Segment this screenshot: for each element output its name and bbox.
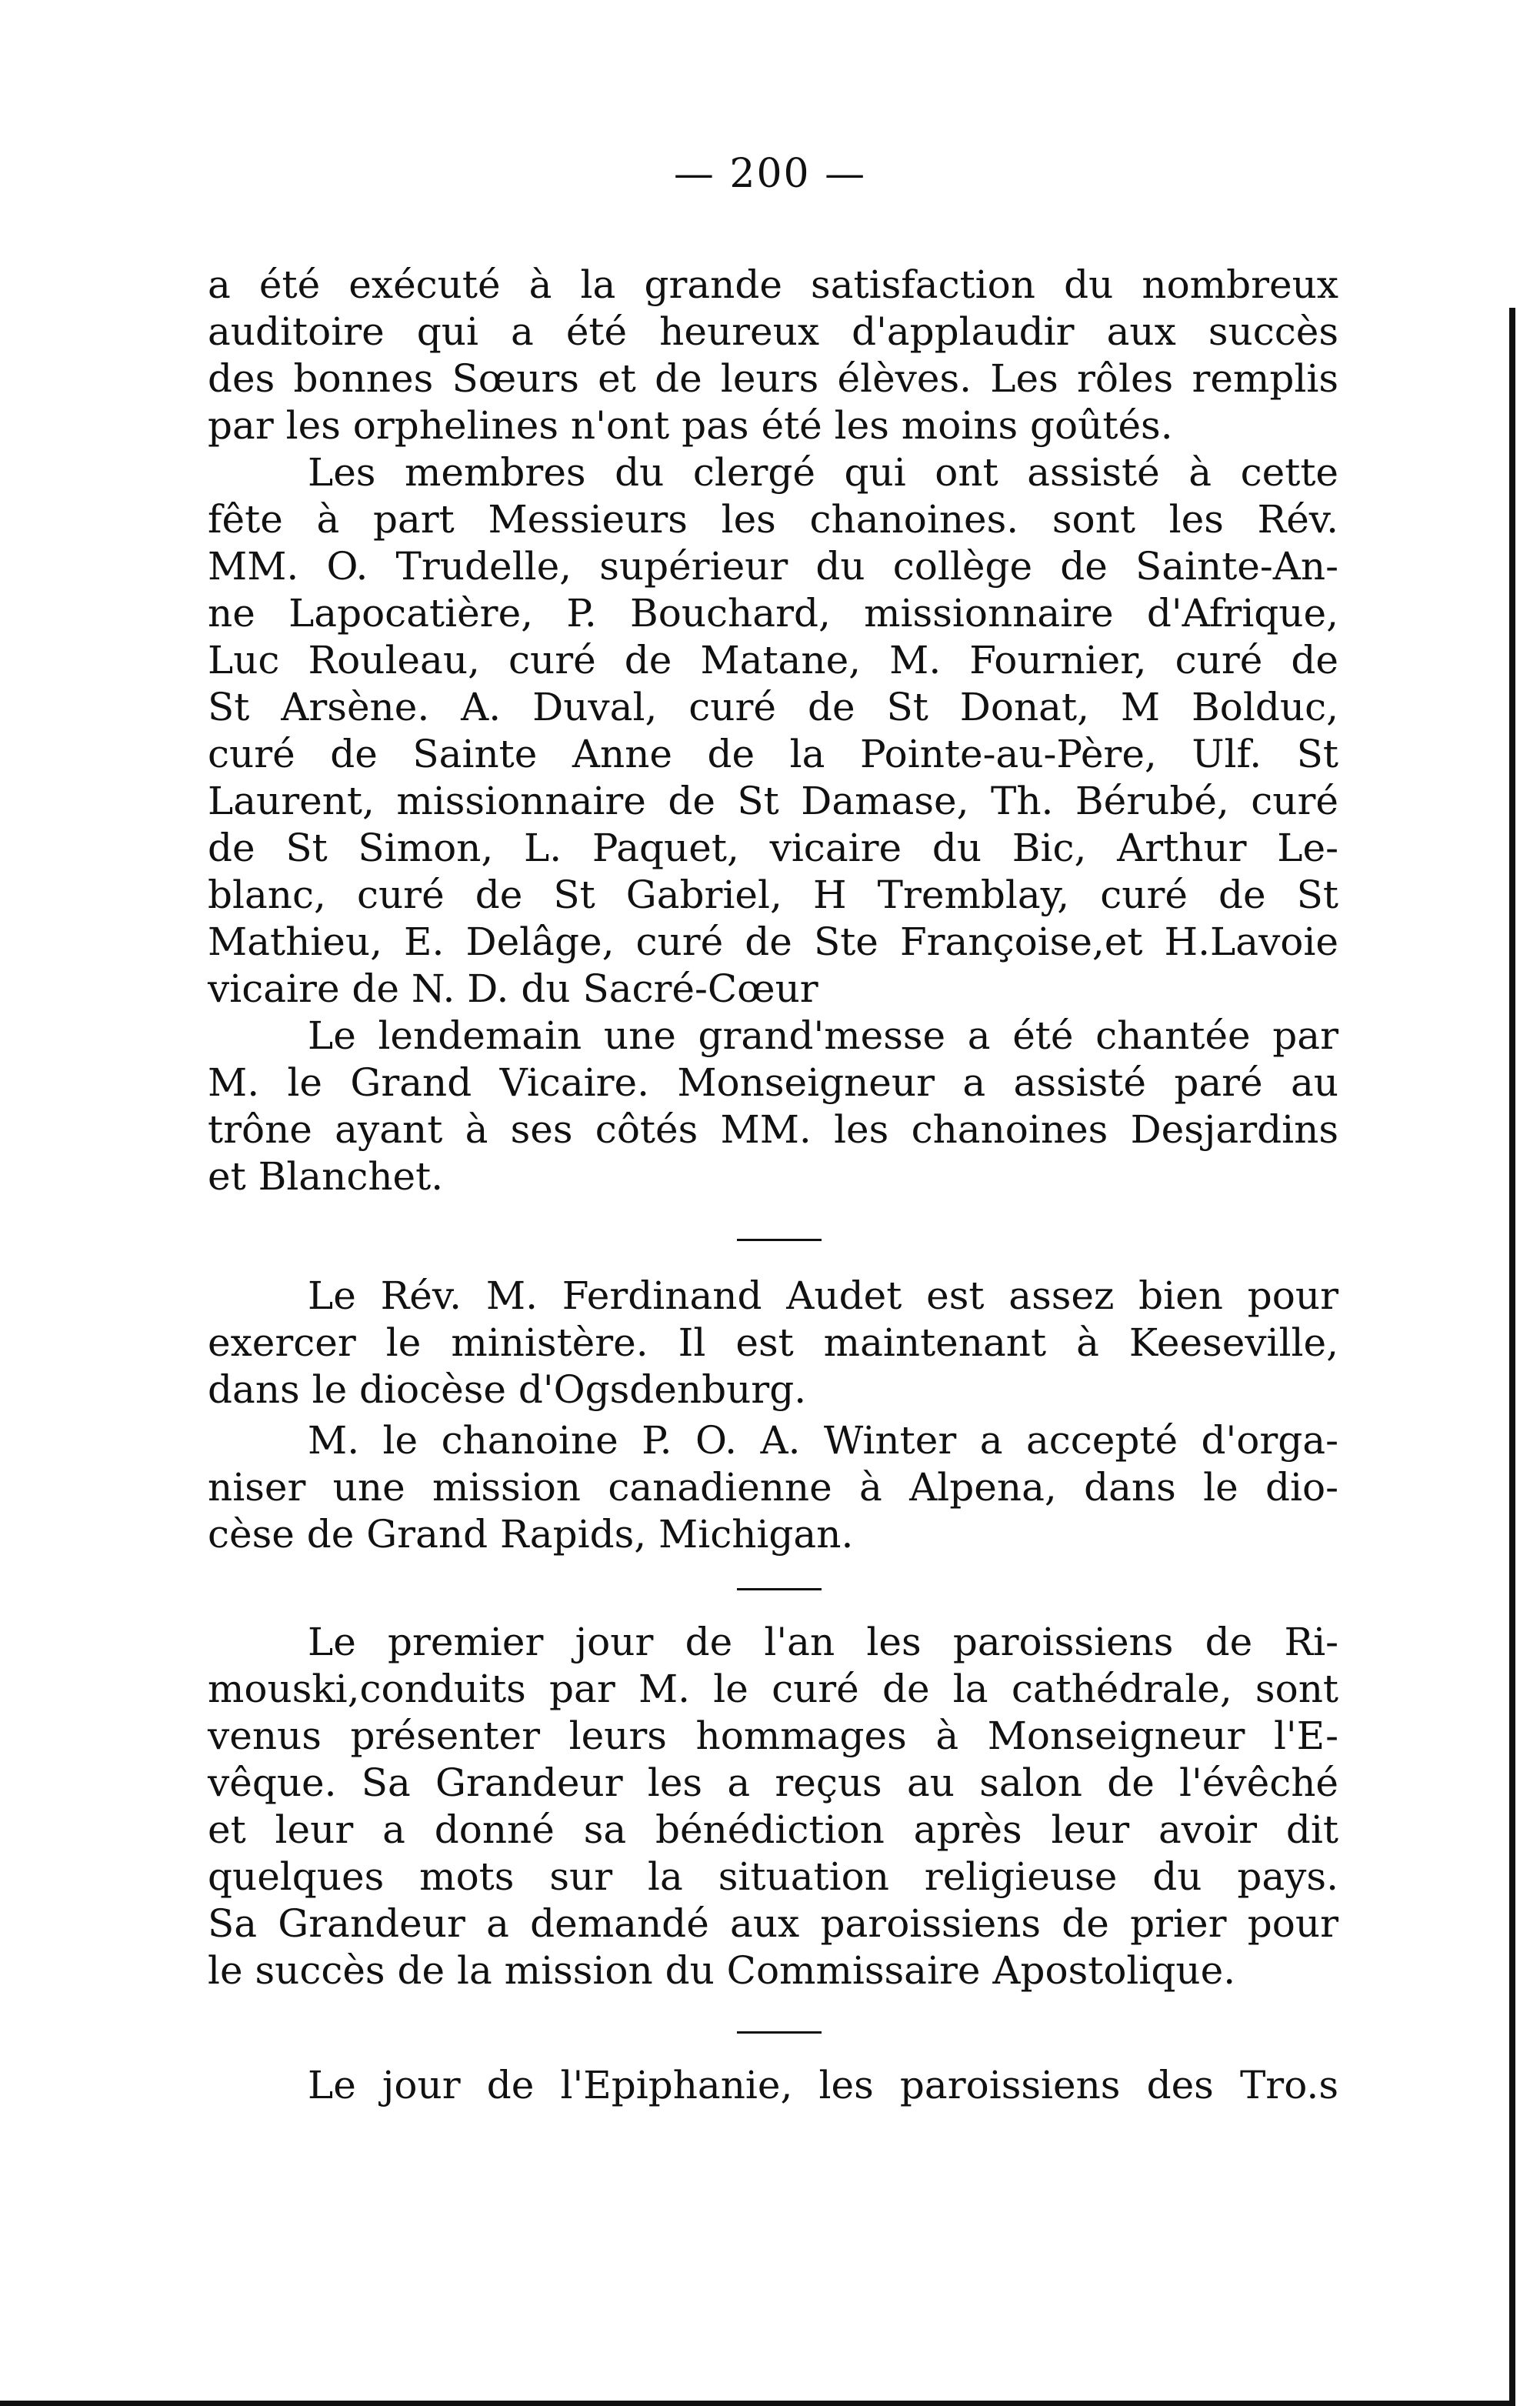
text-line: M. le Grand Vicaire. Monseigneur a assisté paré au: [208, 1060, 1338, 1105]
text-line: MM. O. Trudelle, supérieur du collège de Sainte-An-: [208, 544, 1338, 589]
text-line: curé de Sainte Anne de la Pointe-au-Père, Ulf. St: [208, 732, 1338, 776]
section-separator: [737, 1239, 822, 1241]
text-line: blanc, curé de St Gabriel, H Tremblay, curé de St: [208, 873, 1338, 917]
paragraph-3: [208, 1013, 1338, 1200]
text-line: mouski,conduits par M. le curé de la cathédrale, sont: [208, 1667, 1338, 1711]
section-separator: [737, 2031, 822, 2034]
text-line: ne Lapocatière, P. Bouchard, missionnaire d'Afrique,: [208, 591, 1338, 636]
text-line: Mathieu, E. Delâge, curé de Ste Françoise,et H.Lavoie: [208, 919, 1338, 964]
text-line: et leur a donné sa bénédiction après leur avoir dit: [208, 1807, 1338, 1852]
text-line: Les membres du clergé qui ont assisté à cette: [308, 450, 1338, 495]
text-line: fête à part Messieurs les chanoines. sont les Rév.: [208, 497, 1338, 542]
text-line: quelques mots sur la situation religieuse du pays.: [208, 1854, 1338, 1899]
text-line: vêque. Sa Grandeur les a reçus au salon de l'évêché: [208, 1760, 1338, 1805]
paragraph-2: [208, 449, 1338, 1013]
paragraph-7: [208, 2062, 1338, 2109]
text-line: venus présenter leurs hommages à Monseigneur l'E-: [208, 1714, 1338, 1758]
text-line: Sa Grandeur a demandé aux paroissiens de prier pour: [208, 1901, 1338, 1946]
paragraph-5: [208, 1417, 1338, 1558]
text-line: trône ayant à ses côtés MM. les chanoines Desjardins: [208, 1107, 1338, 1152]
text-line: St Arsène. A. Duval, curé de St Donat, M Bolduc,: [208, 685, 1338, 729]
text-line: Le lendemain une grand'messe a été chantée par: [308, 1013, 1338, 1058]
paragraph-6: [208, 1619, 1338, 1994]
paragraph-4: [208, 1273, 1338, 1413]
section-separator: [737, 1588, 822, 1590]
text-line: Luc Rouleau, curé de Matane, M. Fournier, curé de: [208, 638, 1338, 682]
text-line: Le premier jour de l'an les paroissiens de Ri-: [308, 1620, 1338, 1664]
page-edge-line-bottom: [0, 2401, 1515, 2406]
text-line: a été exécuté à la grande satisfaction du nombreux: [208, 262, 1338, 307]
page-edge-line: [1509, 308, 1515, 2406]
text-line: le succès de la mission du Commissaire Apostolique.: [208, 1948, 1236, 1993]
text-line: exercer le ministère. Il est maintenant à Keeseville,: [208, 1320, 1338, 1365]
paragraph-1: [208, 262, 1338, 449]
text-line: des bonnes Sœurs et de leurs élèves. Les rôles remplis: [208, 356, 1338, 401]
text-line: et Blanchet.: [208, 1154, 444, 1199]
text-line: dans le diocèse d'Ogsdenburg.: [208, 1367, 807, 1412]
text-line: niser une mission canadienne à Alpena, dans le dio-: [208, 1465, 1338, 1510]
text-line: Laurent, missionnaire de St Damase, Th. Bérubé, curé: [208, 779, 1338, 823]
text-line: de St Simon, L. Paquet, vicaire du Bic, Arthur Le-: [208, 826, 1338, 870]
text-line: cèse de Grand Rapids, Michigan.: [208, 1512, 854, 1557]
text-line: Le Rév. M. Ferdinand Audet est assez bien pour: [308, 1273, 1338, 1318]
text-line: Le jour de l'Epiphanie, les paroissiens des Tro.s: [308, 2063, 1338, 2107]
text-line: par les orphelines n'ont pas été les moins goûtés.: [208, 403, 1173, 448]
text-line: M. le chanoine P. O. A. Winter a accepté d'orga-: [308, 1418, 1338, 1463]
text-line: vicaire de N. D. du Sacré-Cœur: [208, 966, 818, 1011]
text-line: auditoire qui a été heureux d'applaudir aux succès: [208, 309, 1338, 354]
page-number: — 200 —: [673, 151, 867, 197]
